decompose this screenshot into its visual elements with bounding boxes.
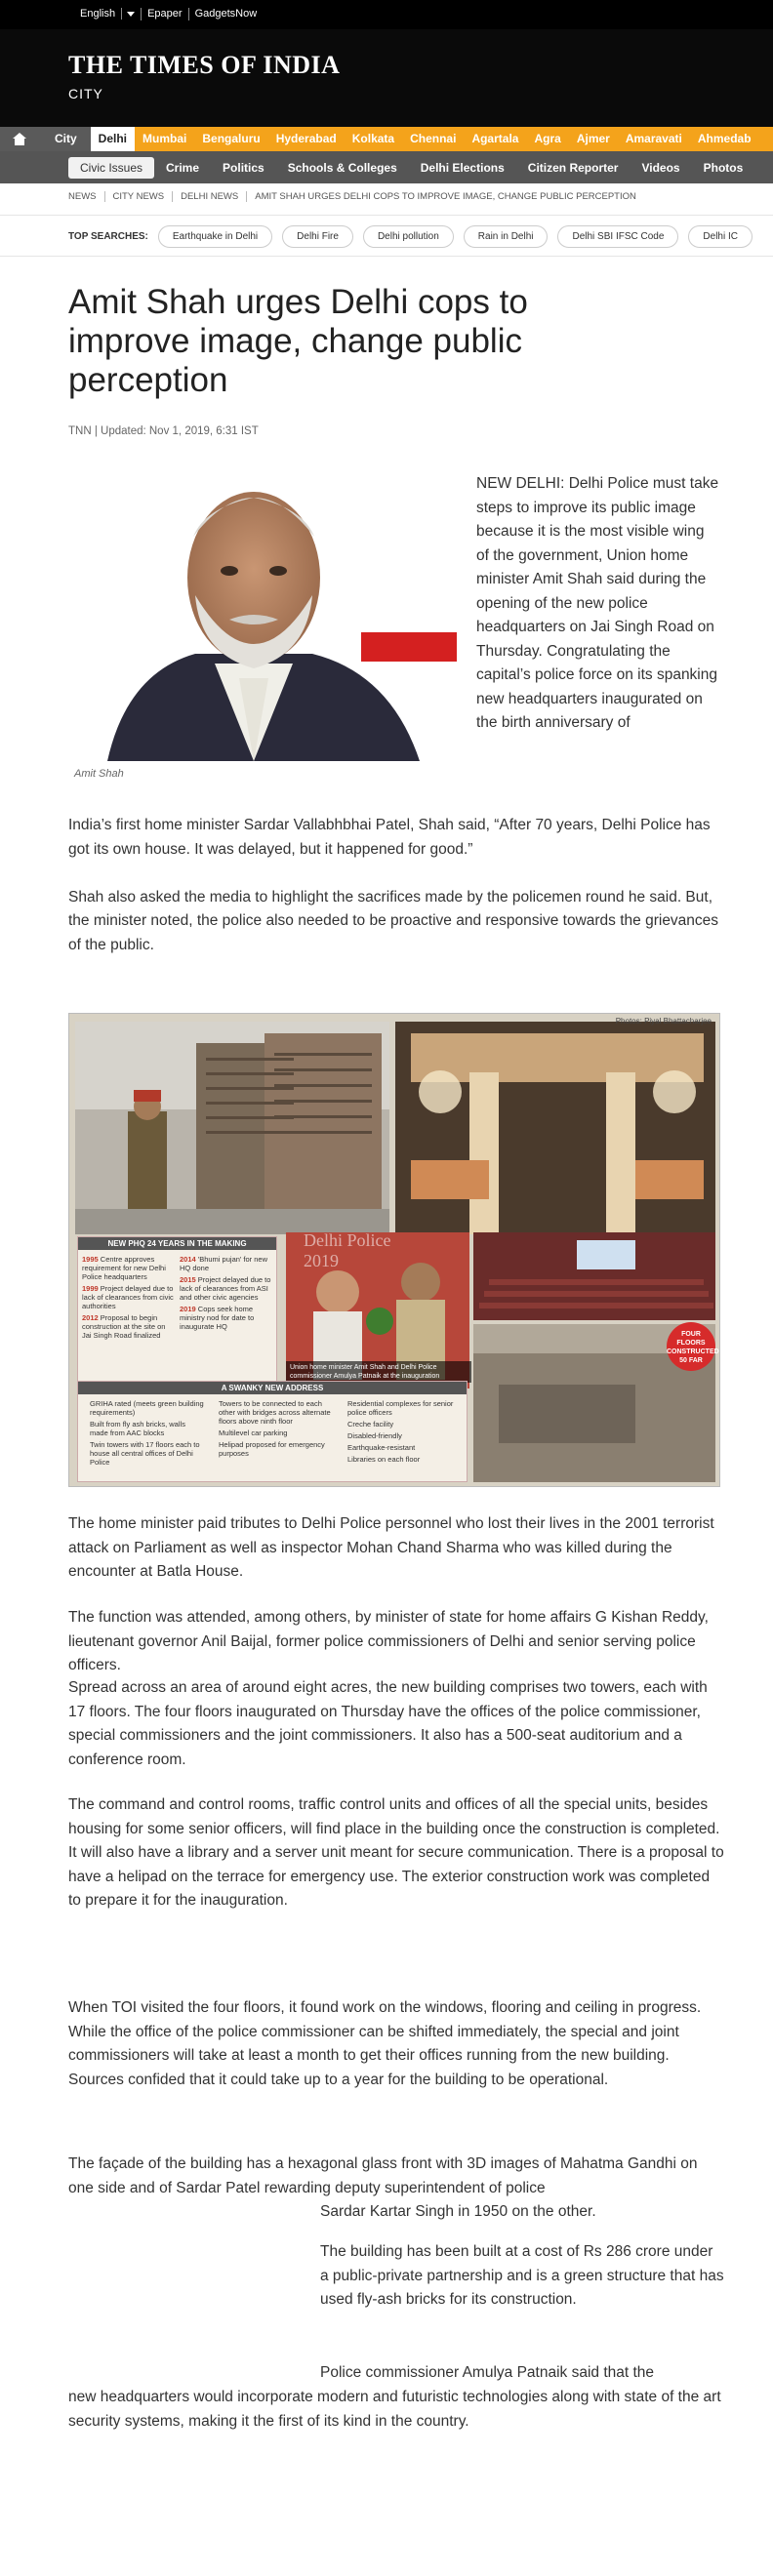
subnav-videos[interactable]: Videos bbox=[641, 160, 680, 175]
subnav-citizen-reporter[interactable]: Citizen Reporter bbox=[527, 160, 619, 175]
address-item: Disabled-friendly bbox=[347, 1431, 402, 1440]
breadcrumb-city-news[interactable]: CITY NEWS bbox=[105, 191, 174, 202]
infographic[interactable] bbox=[68, 1013, 720, 1487]
article-headline: Amit Shah urges Delhi cops to improve image, change public perception bbox=[68, 283, 528, 399]
chevron-down-icon bbox=[127, 12, 135, 17]
subnav-civic-issues[interactable]: Civic Issues bbox=[68, 157, 154, 179]
article-paragraph: new headquarters would incorporate modern and futuristic technologies along with state of the art security systems, making it the first of its kind in the country. bbox=[68, 2389, 721, 2430]
search-chip[interactable]: Delhi Fire bbox=[282, 225, 353, 248]
floors-badge: FOUR FLOORS CONSTRUCTED 50 FAR bbox=[667, 1322, 715, 1371]
article-paragraph: Spread across an area of around eight acres, the new building comprises two towers, each with 17 floors. The four floors inaugurated on Thursday have the offices of the police commissioner, special commissioners and the joint commissioners. It also has a 500-seat auditorium and a conference room. bbox=[68, 1679, 708, 1768]
paragraph-text: India’s first home minister Sardar Vallabhbhai Patel, Shah said, “After 70 years, Delhi Police has got its own house. It was delayed, but it happened for good.” bbox=[68, 817, 711, 858]
divider bbox=[0, 215, 773, 216]
article-byline: TNN | Updated: Nov 1, 2019, 6:31 IST bbox=[68, 425, 259, 437]
article-paragraph: The home minister paid tributes to Delhi Police personnel who lost their lives in the 2001 terrorist attack on Parliament as well as inspector Mohan Chand Sharma who was killed during the encounter at Batla House. bbox=[68, 1515, 714, 1580]
timeline-year: 1995 bbox=[82, 1255, 99, 1264]
gadgetsnow-link[interactable]: GadgetsNow bbox=[194, 8, 258, 20]
subnav-crime[interactable]: Crime bbox=[166, 160, 200, 175]
search-chip[interactable]: Delhi IC bbox=[688, 225, 753, 248]
search-chip[interactable]: Delhi pollution bbox=[363, 225, 454, 248]
address-title: A SWANKY NEW ADDRESS bbox=[78, 1382, 467, 1394]
address-item: Earthquake-resistant bbox=[347, 1443, 416, 1452]
article-paragraph: The function was attended, among others, by minister of state for home affairs G Kishan Reddy, lieutenant governor Anil Baijal, former police commissioners of Delhi and senior serving police officers. bbox=[68, 1609, 709, 1673]
search-chip[interactable]: Delhi SBI IFSC Code bbox=[557, 225, 678, 248]
timeline-entry bbox=[82, 1255, 176, 1281]
address-item: GRIHA rated (meets green building requirements) bbox=[90, 1399, 204, 1417]
address-item: Creche facility bbox=[347, 1420, 394, 1429]
timeline-text: Proposal to begin construction at the site on Jai Singh Road finalized bbox=[82, 1313, 166, 1340]
timeline-entry bbox=[82, 1313, 176, 1340]
subnav-delhi-elections[interactable]: Delhi Elections bbox=[420, 160, 505, 175]
top-utility-bar bbox=[0, 0, 773, 29]
timeline-year: 1999 bbox=[82, 1284, 99, 1293]
timeline-text: Cops seek home ministry nod for date to inaugurate HQ bbox=[180, 1305, 255, 1331]
timeline-text: 'Bhumi pujan' for new HQ done bbox=[180, 1255, 268, 1272]
breadcrumb bbox=[68, 191, 644, 202]
timeline-entry bbox=[180, 1255, 273, 1272]
timeline-text: Centre approves requirement for new Delhi Police headquarters bbox=[82, 1255, 166, 1281]
subnav-photos[interactable]: Photos bbox=[703, 160, 744, 175]
timeline-year: 2019 bbox=[180, 1305, 196, 1313]
photo-caption: Amit Shah bbox=[74, 768, 124, 780]
article-paragraph: Police commissioner Amulya Patnaik said that the bbox=[320, 2364, 655, 2381]
address-item: Twin towers with 17 floors each to house all central offices of Delhi Police bbox=[90, 1440, 200, 1467]
overlay-label: Delhi Police bbox=[304, 1230, 391, 1250]
timeline-text: Project delayed due to lack of clearances from civic authorities bbox=[82, 1284, 174, 1310]
language-label: English bbox=[74, 8, 122, 20]
nav-item-hyderabad[interactable]: Hyderabad bbox=[275, 132, 337, 145]
nav-item-ajmer[interactable]: Ajmer bbox=[576, 132, 610, 145]
article-paragraph: The façade of the building has a hexagonal glass front with 3D images of Mahatma Gandhi on one side and of Sardar Patel rewarding deputy superintendent of police bbox=[68, 2155, 698, 2196]
breadcrumb-delhi-news[interactable]: DELHI NEWS bbox=[173, 191, 247, 202]
nav-item-ahmedabad[interactable]: Ahmedab bbox=[697, 132, 752, 145]
subnav-politics[interactable]: Politics bbox=[223, 160, 264, 175]
article-paragraph: The command and control rooms, traffic control units and offices of all the special units, besides housing for some senior officers, will find place in the building once the construction is completed. It will also have a library and a server unit meant for secure communication. There is a proposal to have a helipad on the terrace for emergency use. The exterior construction work was completed to prepare it for the inauguration. bbox=[68, 1796, 724, 1909]
amit-shah-portrait bbox=[68, 468, 457, 761]
article-paragraph bbox=[68, 814, 724, 957]
nav-item-delhi[interactable]: Delhi bbox=[91, 127, 135, 151]
timeline-entry bbox=[180, 1305, 273, 1331]
timeline-entry bbox=[82, 1284, 176, 1310]
search-chip[interactable]: Earthquake in Delhi bbox=[158, 225, 272, 248]
timeline-title: NEW PHQ 24 YEARS IN THE MAKING bbox=[78, 1237, 276, 1250]
breadcrumb-news[interactable]: NEWS bbox=[68, 191, 105, 202]
nav-item-kolkata[interactable]: Kolkata bbox=[351, 132, 395, 145]
epaper-link[interactable]: Epaper bbox=[142, 8, 188, 20]
nav-item-agartala[interactable]: Agartala bbox=[471, 132, 519, 145]
primary-nav bbox=[0, 127, 773, 151]
language-selector[interactable] bbox=[68, 8, 142, 20]
section-name: CITY bbox=[68, 86, 103, 101]
photo-credit: Photos: Piyal Bhattacharjee bbox=[615, 1017, 712, 1026]
article-photo[interactable] bbox=[68, 468, 457, 761]
address-item: Residential complexes for senior police officers bbox=[347, 1399, 454, 1417]
infographic-overlay-text bbox=[304, 1230, 390, 1271]
article-lead-paragraph: NEW DELHI: Delhi Police must take steps to improve its public image because it is the most visible wing of the government, Union home minister Amit Shah said during the opening of the new police headquarters on Jai Singh Road on Thursday. Congratulating the capital’s police force on its spanking new headquarters inaugurated on the birth anniversary of bbox=[476, 475, 719, 731]
breadcrumb-current: AMIT SHAH URGES DELHI COPS TO IMPROVE IMAGE, CHANGE PUBLIC PERCEPTION bbox=[255, 191, 636, 202]
top-searches-label: TOP SEARCHES: bbox=[68, 230, 148, 242]
timeline-entry bbox=[180, 1275, 273, 1302]
home-icon-body bbox=[15, 139, 24, 145]
infographic-address bbox=[77, 1381, 468, 1482]
nav-item-agra[interactable]: Agra bbox=[534, 132, 561, 145]
timeline-year: 2015 bbox=[180, 1275, 196, 1284]
paragraph-text: Shah also asked the media to highlight the sacrifices made by the policemen round he said. But, the minister noted, the police also needed to be proactive and responsive towards the grievances of the public. bbox=[68, 888, 719, 953]
nav-item-bengaluru[interactable]: Bengaluru bbox=[202, 132, 261, 145]
address-item: Multilevel car parking bbox=[219, 1429, 288, 1437]
overlay-year: 2019 bbox=[304, 1251, 339, 1270]
secondary-nav bbox=[0, 151, 773, 183]
address-item: Helipad proposed for emergency purposes bbox=[219, 1440, 325, 1458]
address-item: Towers to be connected to each other with bridges across alternate floors above ninth floor bbox=[219, 1399, 331, 1426]
article-paragraph: The building has been built at a cost of Rs 286 crore under a public-private partnership and is a green structure that has used fly-ash bricks for its construction. bbox=[320, 2243, 724, 2308]
timeline-text: Project delayed due to lack of clearances from ASI and other civic agencies bbox=[180, 1275, 271, 1302]
timeline-year: 2014 bbox=[180, 1255, 196, 1264]
home-button[interactable] bbox=[0, 127, 37, 151]
masthead bbox=[0, 29, 773, 127]
site-logo[interactable]: THE TIMES OF INDIA bbox=[68, 51, 341, 79]
article-paragraph: Sardar Kartar Singh in 1950 on the other. bbox=[320, 2203, 596, 2220]
search-chip[interactable]: Rain in Delhi bbox=[464, 225, 549, 248]
timeline-year: 2012 bbox=[82, 1313, 99, 1322]
nav-item-chennai[interactable]: Chennai bbox=[410, 132, 457, 145]
nav-item-amaravati[interactable]: Amaravati bbox=[625, 132, 682, 145]
top-searches bbox=[68, 224, 762, 248]
article-paragraph: When TOI visited the four floors, it found work on the windows, flooring and ceiling in progress. While the office of the police commissioner can be shifted immediately, the special and joint commissioners will take at least a month to get their offices running from the new building. Sources confided that it could take up to a year for the building to be operational. bbox=[68, 1999, 702, 2088]
address-item: Libraries on each floor bbox=[347, 1455, 421, 1464]
subnav-schools-colleges[interactable]: Schools & Colleges bbox=[287, 160, 397, 175]
infographic-timeline bbox=[77, 1236, 277, 1400]
divider bbox=[0, 256, 773, 257]
nav-item-city[interactable]: City bbox=[37, 127, 91, 151]
infographic-photo-caption: Union home minister Amit Shah and Delhi Police commissioner Amulya Patnaik at the inauguration bbox=[286, 1361, 471, 1383]
nav-item-mumbai[interactable]: Mumbai bbox=[142, 132, 187, 145]
address-item: Built from fly ash bricks, walls made from AAC blocks bbox=[90, 1420, 185, 1437]
